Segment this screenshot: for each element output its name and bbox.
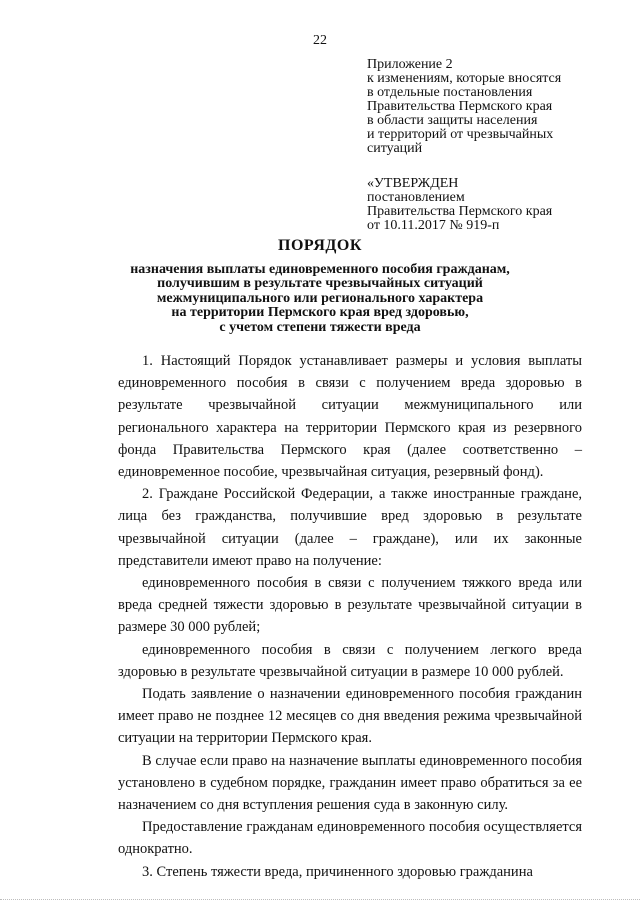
subtitle-line: на территории Пермского края вред здоровью,: [171, 305, 469, 321]
document-title: ПОРЯДОК: [278, 237, 362, 254]
approved-line: постановлением: [367, 190, 465, 205]
paragraph: 1. Настоящий Порядок устанавливает размеры и условия выплаты единовременного пособия в связи с получением вреда здоровью в результате чрезвычайной ситуации межмуниципального или регионального характера на территории Пермского края из резервного фонда Правительства Пермского края (далее соответственно – единовременное пособие, чрезвычайная ситуация, резервный фонд).: [118, 353, 582, 481]
paragraph: единовременного пособия в связи с получением легкого вреда здоровью в результате чрезвычайной ситуации в размере 10 000 рублей.: [118, 641, 582, 680]
subtitle-line: назначения выплаты единовременного пособия гражданам,: [130, 262, 510, 277]
attachment-line: в отдельные постановления: [367, 85, 533, 100]
subtitle-line: получившим в результате чрезвычайных ситуаций: [157, 276, 483, 292]
paragraph: 2. Граждане Российской Федерации, а также иностранные граждане, лица без гражданства, получившие вред здоровью в результате чрезвычайной ситуации (далее – граждане), или их законные представители имеют право на получение:: [118, 486, 582, 569]
attachment-line: ситуаций: [367, 141, 423, 156]
attachment-line: Приложение 2: [367, 57, 453, 72]
paragraph: Предоставление гражданам единовременного пособия осуществляется однократно.: [118, 819, 582, 858]
document-body: [118, 350, 582, 883]
page-number: 22: [313, 33, 327, 48]
subtitle-line: межмуниципального или регионального характера: [156, 290, 484, 306]
document-subtitle: [0, 263, 640, 335]
paragraph: 3. Степень тяжести вреда, причиненного здоровью гражданина: [142, 863, 533, 880]
approved-line: от 10.11.2017 № 919-п: [367, 218, 500, 233]
attachment-line: и территорий от чрезвычайных: [367, 127, 554, 142]
approved-line: Правительства Пермского края: [367, 204, 553, 219]
paragraph: единовременного пособия в связи с получением тяжкого вреда или вреда средней тяжести здоровью в результате чрезвычайной ситуации в размере 30 000 рублей;: [118, 575, 582, 636]
approved-block: [367, 177, 617, 233]
attachment-line: к изменениям, которые вносятся: [367, 71, 562, 86]
attachment-block: [367, 58, 617, 233]
approved-line: «УТВЕРЖДЕН: [367, 176, 459, 191]
paragraph: В случае если право на назначение выплаты единовременного пособия установлено в судебном порядке, гражданин имеет право обратиться за ее назначением со дня вступления решения суда в законную силу.: [118, 752, 582, 814]
subtitle-line: с учетом степени тяжести вреда: [219, 319, 421, 335]
attachment-line: в области защиты населения: [367, 113, 538, 128]
scan-edge-divider: [0, 899, 640, 902]
paragraph: Подать заявление о назначении единовременного пособия гражданин имеет право не позднее 12 месяцев со дня введения режима чрезвычайной ситуации на территории Пермского края.: [118, 686, 582, 747]
attachment-line: Правительства Пермского края: [367, 99, 553, 114]
